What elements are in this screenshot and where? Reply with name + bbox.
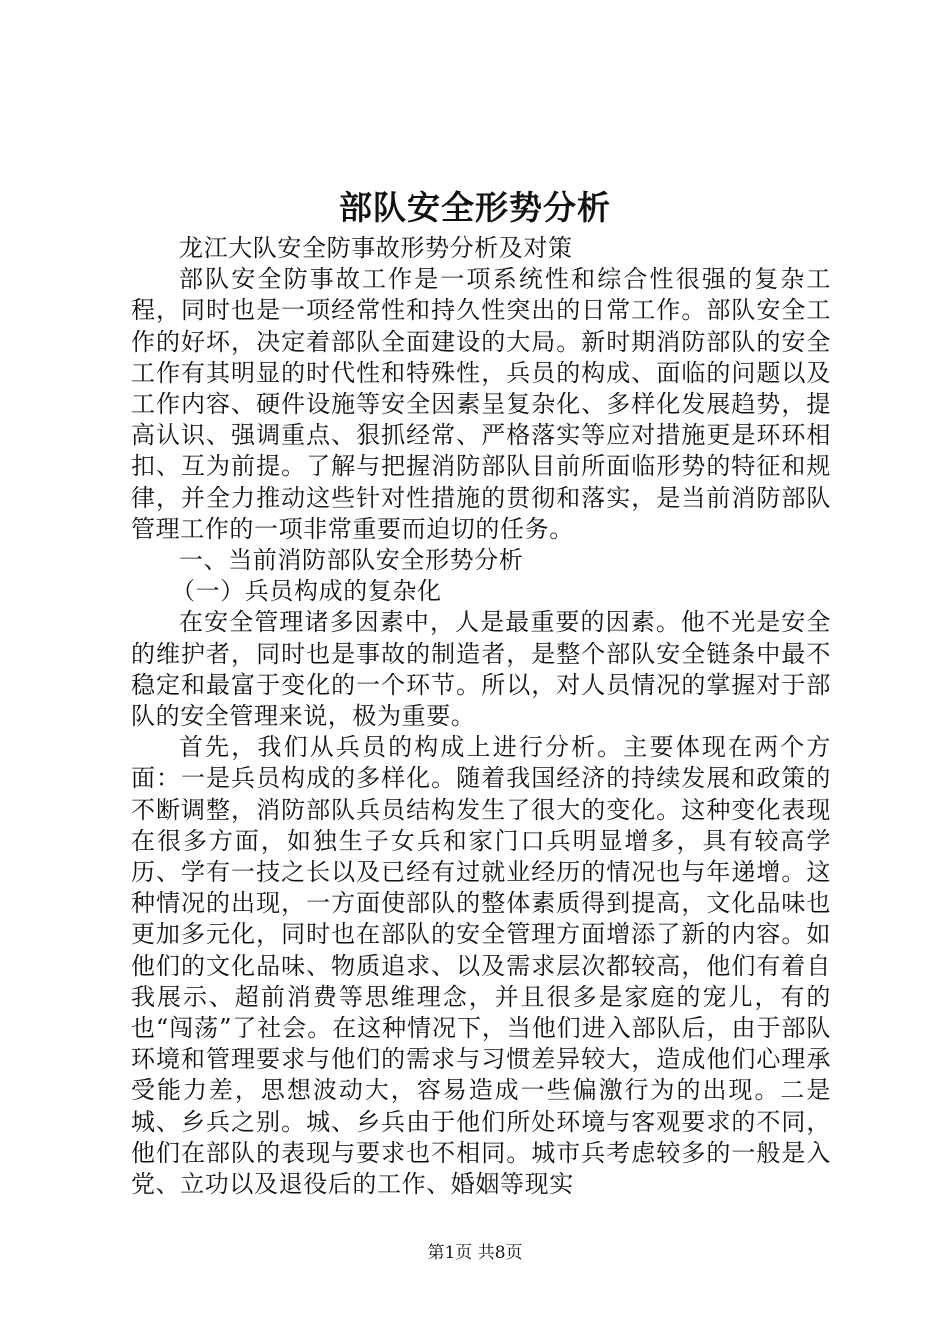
- document-body: [131, 233, 831, 1200]
- paragraph-human-factor: 在安全管理诸多因素中，人是最重要的因素。他不光是安全的维护者，同时也是事故的制造者，是整个部队安全链条中最不稳定和最富于变化的一个环节。所以，对人员情况的掌握对于部队的安全管理来说，极为重要。: [131, 608, 831, 731]
- subsection-heading-1: （一）兵员构成的复杂化: [171, 577, 442, 606]
- paragraph-troop-composition: 首先，我们从兵员的构成上进行分析。主要体现在两个方面：一是兵员构成的多样化。随着我国经济的持续发展和政策的不断调整，消防部队兵员结构发生了很大的变化。这种变化表现在很多方面，如独生子女兵和家门口兵明显增多，具有较高学历、学有一技之长以及已经有过就业经历的情况也与年递增。这种情况的出现，一方面使部队的整体素质得到提高，文化品味也更加多元化，同时也在部队的安全管理方面增添了新的内容。如他们的文化品味、物质追求、以及需求层次都较高，他们有着自我展示、超前消费等思维理念，并且很多是家庭的宠儿，有的也“闯荡”了社会。在这种情况下，当他们进入部队后，由于部队环境和管理要求与他们的需求与习惯差异较大，造成他们心理承受能力差，思想波动大，容易造成一些偏激行为的出现。二是城、乡兵之别。城、乡兵由于他们所处环境与客观要求的不同，他们在部队的表现与要求也不相同。城市兵考虑较多的一般是入党、立功以及退役后的工作、婚姻等现实: [131, 733, 831, 1199]
- section-heading-1: 一、当前消防部队安全形势分析: [179, 546, 524, 575]
- document-title: 部队安全形势分析: [339, 188, 611, 227]
- page-footer: 第1页 共8页: [427, 1243, 523, 1263]
- paragraph-intro: 部队安全防事故工作是一项系统性和综合性很强的复杂工程，同时也是一项经常性和持久性突出的日常工作。部队安全工作的好坏，决定着部队全面建设的大局。新时期消防部队的安全工作有其明显的时代性和特殊性，兵员的构成、面临的问题以及工作内容、硬件设施等安全因素呈复杂化、多样化发展趋势，提高认识、强调重点、狠抓经常、严格落实等应对措施更是环环相扣、互为前提。了解与把握消防部队目前所面临形势的特征和规律，并全力推动这些针对性措施的贯彻和落实，是当前消防部队管理工作的一项非常重要而迫切的任务。: [131, 265, 831, 543]
- document-subtitle: 龙江大队安全防事故形势分析及对策: [179, 234, 573, 262]
